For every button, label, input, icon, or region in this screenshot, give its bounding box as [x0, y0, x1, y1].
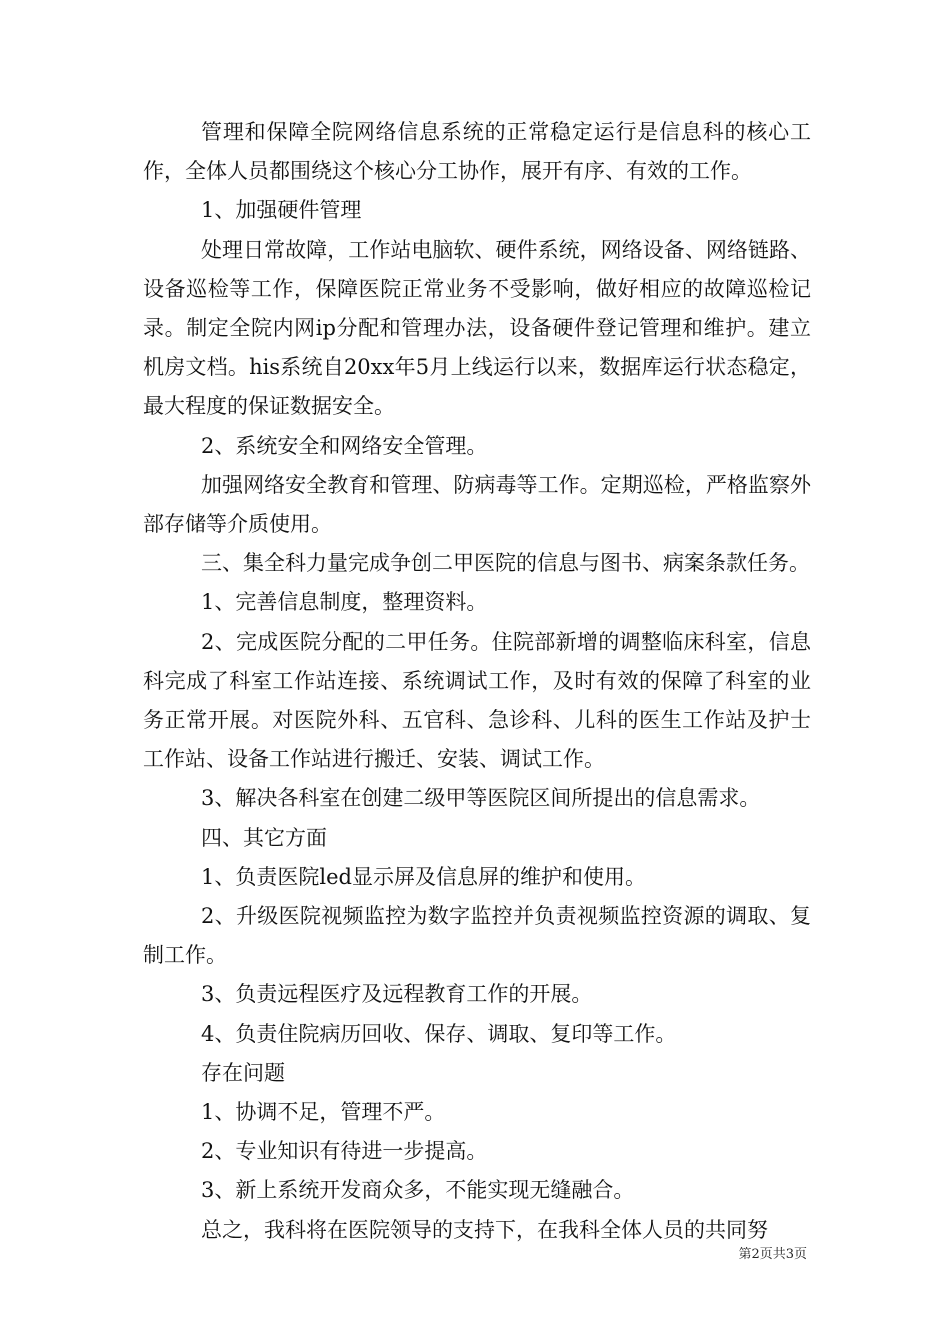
section-heading: 三、集全科力量完成争创二甲医院的信息与图书、病案条款任务。	[201, 551, 810, 576]
paragraph: 总之，我科将在医院领导的支持下，在我科全体人员的共同努	[201, 1217, 768, 1242]
list-item: 1、完善信息制度，整理资料。	[201, 590, 488, 615]
paragraph: 加强网络安全教育和管理、防病毒等工作。定期巡检，严格监察外部存储等介质使用。	[143, 472, 811, 537]
section-heading: 2、系统安全和网络安全管理。	[201, 433, 488, 458]
section-heading: 1、加强硬件管理	[201, 198, 362, 223]
list-item: 2、升级医院视频监控为数字监控并负责视频监控资源的调取、复制工作。	[143, 904, 811, 968]
list-item: 4、负责住院病历回收、保存、调取、复印等工作。	[201, 1021, 677, 1046]
list-item: 3、负责远程医疗及远程教育工作的开展。	[201, 982, 593, 1007]
document-body	[143, 113, 811, 1250]
list-item: 1、协调不足，管理不严。	[201, 1100, 446, 1125]
list-item: 2、专业知识有待进一步提高。	[201, 1139, 488, 1164]
list-item: 2、完成医院分配的二甲任务。住院部新增的调整临床科室，信息科完成了科室工作站连接、系统调试工作，及时有效的保障了科室的业务正常开展。对医院外科、五官科、急诊科、儿科的医生工作站及护士工作站、设备工作站进行搬迁、安装、调试工作。	[143, 629, 811, 772]
section-heading: 四、其它方面	[201, 825, 327, 850]
page-number: 第2页共3页	[738, 1247, 807, 1262]
paragraph: 管理和保障全院网络信息系统的正常稳定运行是信息科的核心工作，全体人员都围绕这个核心分工协作，展开有序、有效的工作。	[143, 120, 811, 184]
list-item: 1、负责医院led显示屏及信息屏的维护和使用。	[201, 864, 646, 889]
list-item: 3、新上系统开发商众多，不能实现无缝融合。	[201, 1178, 635, 1203]
section-heading: 存在问题	[201, 1060, 285, 1085]
paragraph: 处理日常故障，工作站电脑软、硬件系统，网络设备、网络链路、设备巡检等工作，保障医院正常业务不受影响，做好相应的故障巡检记录。制定全院内网ip分配和管理办法，设备硬件登记管理和维护。建立机房文档。his系统自20xx年5月上线运行以来，数据库运行状态稳定，最大程度的保证数据安全。	[143, 237, 811, 419]
list-item: 3、解决各科室在创建二级甲等医院区间所提出的信息需求。	[201, 786, 761, 811]
